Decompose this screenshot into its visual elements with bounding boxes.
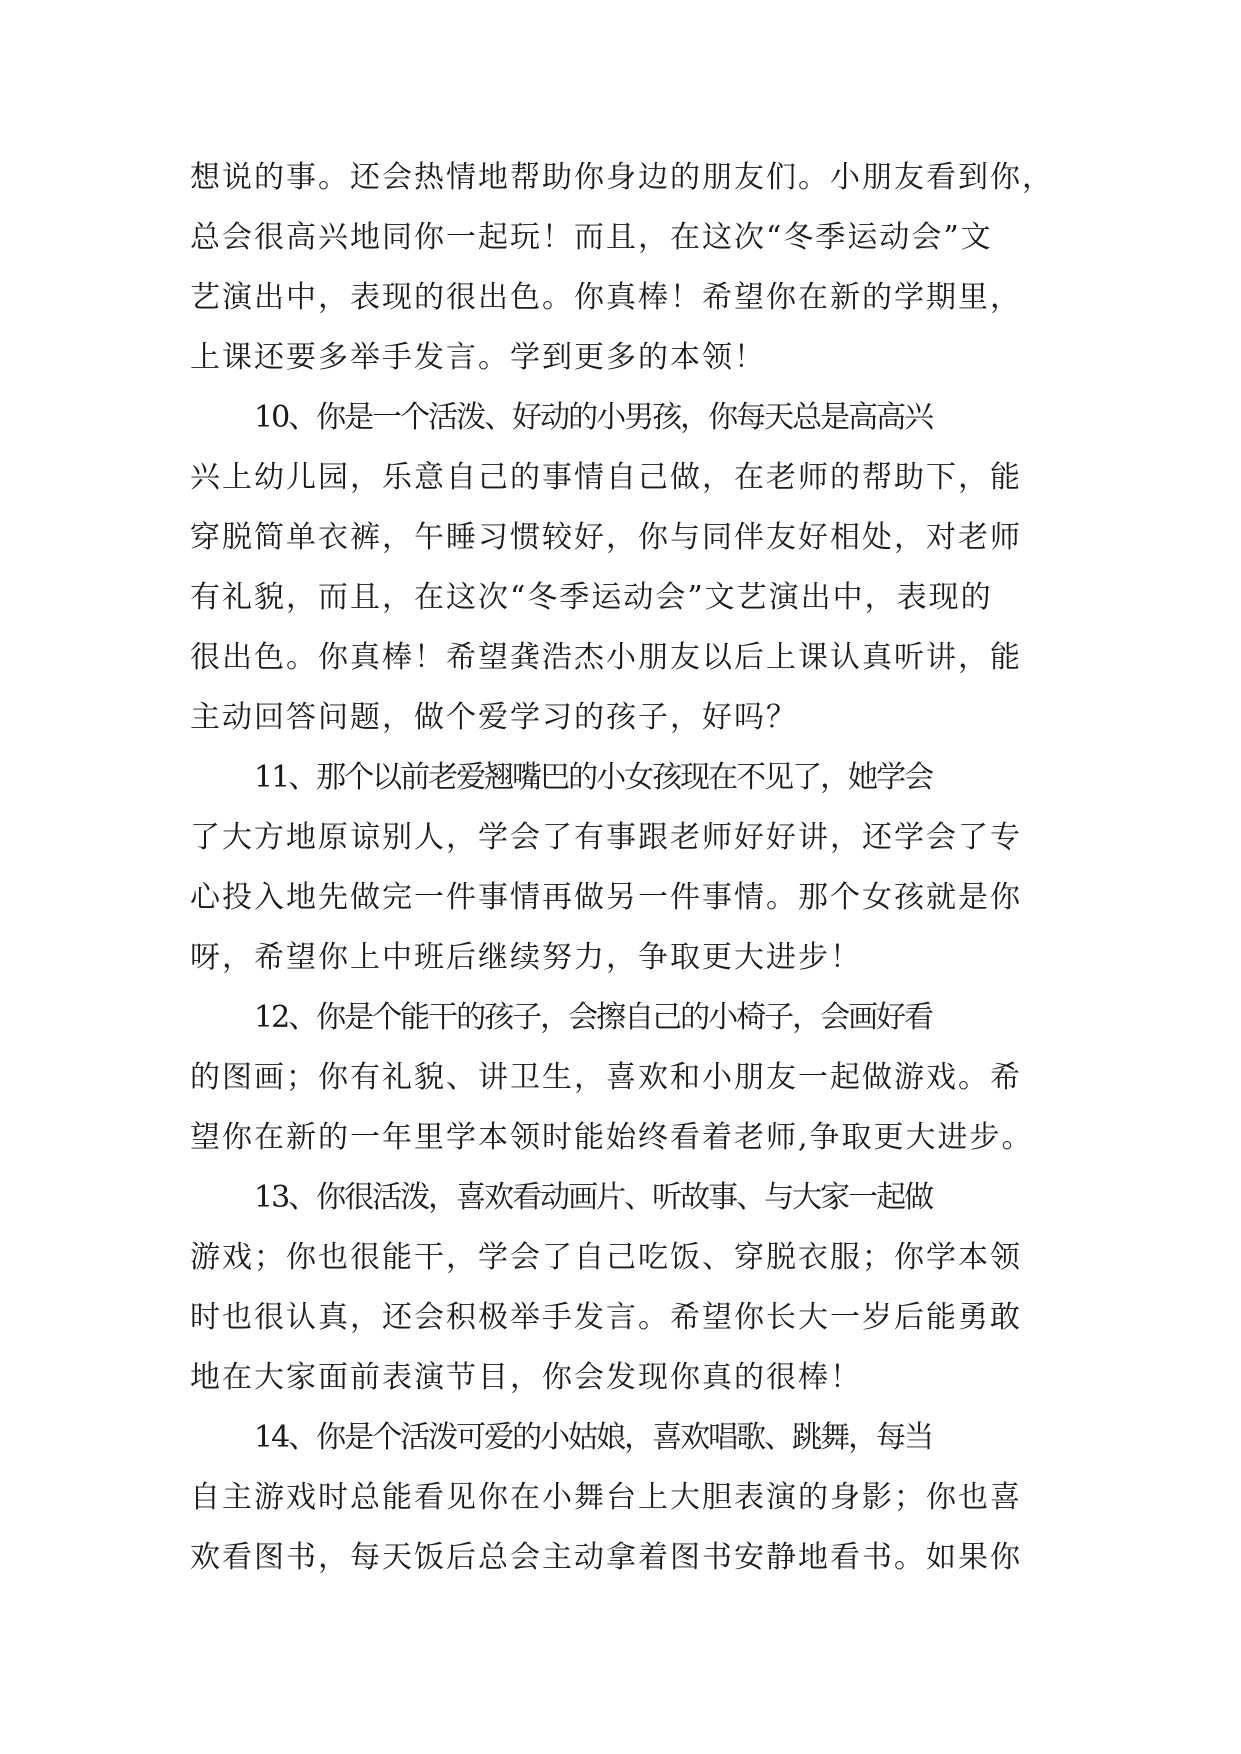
text-line: 很出色。你真棒！希望龚浩杰小朋友以后上课认真听讲，能 <box>190 640 1022 675</box>
paragraph-start-line: 10、你是一个活泼、好动的小男孩，你每天总是高高兴 <box>254 400 933 435</box>
text-line: 欢看图书，每天饭后总会主动拿着图书安静地看书。如果你 <box>190 1540 1022 1575</box>
text-line: 了大方地原谅别人，学会了有事跟老师好好讲，还学会了专 <box>190 820 1022 855</box>
document-body <box>190 148 1060 1588</box>
paragraph-start-line: 11、那个以前老爱翘嘴巴的小女孩现在不见了，她学会 <box>254 760 933 795</box>
paragraph-start-line: 14、你是个活泼可爱的小姑娘，喜欢唱歌、跳舞，每当 <box>254 1420 933 1455</box>
paragraph-start-line: 12、你是个能干的孩子，会擦自己的小椅子，会画好看 <box>254 1000 933 1035</box>
text-line: 想说的事。还会热情地帮助你身边的朋友们。小朋友看到你， <box>190 160 1054 195</box>
text-line: 望你在新的一年里学本领时能始终看着老师,争取更大进步。 <box>190 1120 1034 1155</box>
text-line: 呀，希望你上中班后继续努力，争取更大进步！ <box>190 940 862 975</box>
paragraph-start-line: 13、你很活泼，喜欢看动画片、听故事、与大家一起做 <box>254 1180 933 1215</box>
text-line: 艺演出中，表现的很出色。你真棒！希望你在新的学期里， <box>190 280 1022 315</box>
text-line: 游戏；你也很能干，学会了自己吃饭、穿脱衣服；你学本领 <box>190 1240 1022 1275</box>
text-line: 地在大家面前表演节目，你会发现你真的很棒！ <box>190 1360 862 1395</box>
text-line: 心投入地先做完一件事情再做另一件事情。那个女孩就是你 <box>190 880 1022 915</box>
text-line: 总会很高兴地同你一起玩！而且，在这次“冬季运动会”文 <box>190 220 993 255</box>
text-line: 主动回答问题，做个爱学习的孩子，好吗？ <box>190 700 798 735</box>
text-line: 的图画；你有礼貌、讲卫生，喜欢和小朋友一起做游戏。希 <box>190 1060 1022 1095</box>
text-line: 有礼貌，而且，在这次“冬季运动会”文艺演出中，表现的 <box>190 580 993 615</box>
text-line: 自主游戏时总能看见你在小舞台上大胆表演的身影；你也喜 <box>190 1480 1022 1515</box>
text-line: 时也很认真，还会积极举手发言。希望你长大一岁后能勇敢 <box>190 1300 1022 1335</box>
text-line: 穿脱简单衣裤，午睡习惯较好，你与同伴友好相处，对老师 <box>190 520 1022 555</box>
text-line: 兴上幼儿园，乐意自己的事情自己做，在老师的帮助下，能 <box>190 460 1022 495</box>
text-line: 上课还要多举手发言。学到更多的本领！ <box>190 340 766 375</box>
